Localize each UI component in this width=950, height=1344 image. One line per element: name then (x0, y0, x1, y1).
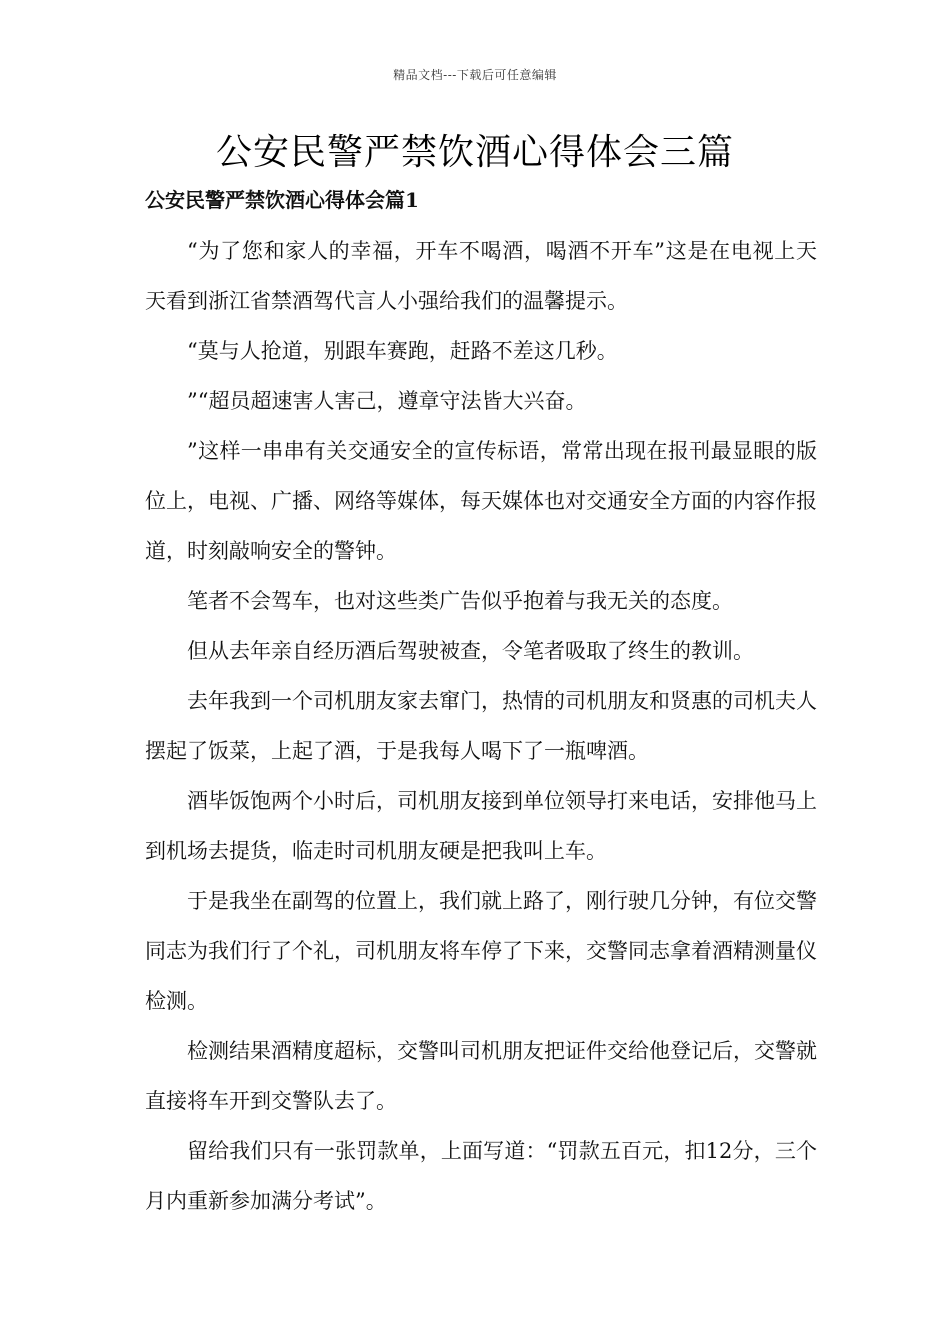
paragraph: 留给我们只有一张罚款单，上面写道：“罚款五百元，扣12分，三个月内重新参加满分考试”。 (145, 1139, 817, 1213)
paragraph: 于是我坐在副驾的位置上，我们就上路了，刚行驶几分钟，有位交警同志为我们行了个礼，司机朋友将车停了下来，交警同志拿着酒精测量仪检测。 (145, 889, 817, 1013)
paragraph: 笔者不会驾车，也对这些类广告似乎抱着与我无关的态度。 (187, 589, 733, 613)
paragraph: “莫与人抢道，别跟车赛跑，赶路不差这几秒。 (187, 339, 618, 363)
paragraph: 但从去年亲自经历酒后驾驶被查，令笔者吸取了终生的教训。 (187, 639, 754, 663)
paragraph: 检测结果酒精度超标，交警叫司机朋友把证件交给他登记后，交警就直接将车开到交警队去了。 (145, 1039, 817, 1113)
paragraph: ”“超员超速害人害己，遵章守法皆大兴奋。 (187, 389, 587, 413)
paragraph: “为了您和家人的幸福，开车不喝酒，喝酒不开车”这是在电视上天天看到浙江省禁酒驾代言人小强给我们的温馨提示。 (145, 239, 817, 313)
paragraph: 去年我到一个司机朋友家去窜门，热情的司机朋友和贤惠的司机夫人摆起了饭菜，上起了酒，于是我每人喝下了一瓶啤酒。 (145, 689, 817, 763)
header-note: 精品文档---下载后可任意编辑 (393, 68, 557, 82)
section-heading: 公安民警严禁饮酒心得体会篇1 (145, 188, 419, 212)
paragraph: ”这样一串串有关交通安全的宣传标语，常常出现在报刊最显眼的版位上，电视、广播、网络等媒体，每天媒体也对交通安全方面的内容作报道，时刻敲响安全的警钟。 (145, 439, 817, 563)
document-body (145, 226, 817, 1226)
paragraph: 酒毕饭饱两个小时后，司机朋友接到单位领导打来电话，安排他马上到机场去提货，临走时司机朋友硬是把我叫上车。 (145, 789, 817, 863)
document-title: 公安民警严禁饮酒心得体会三篇 (215, 132, 734, 173)
